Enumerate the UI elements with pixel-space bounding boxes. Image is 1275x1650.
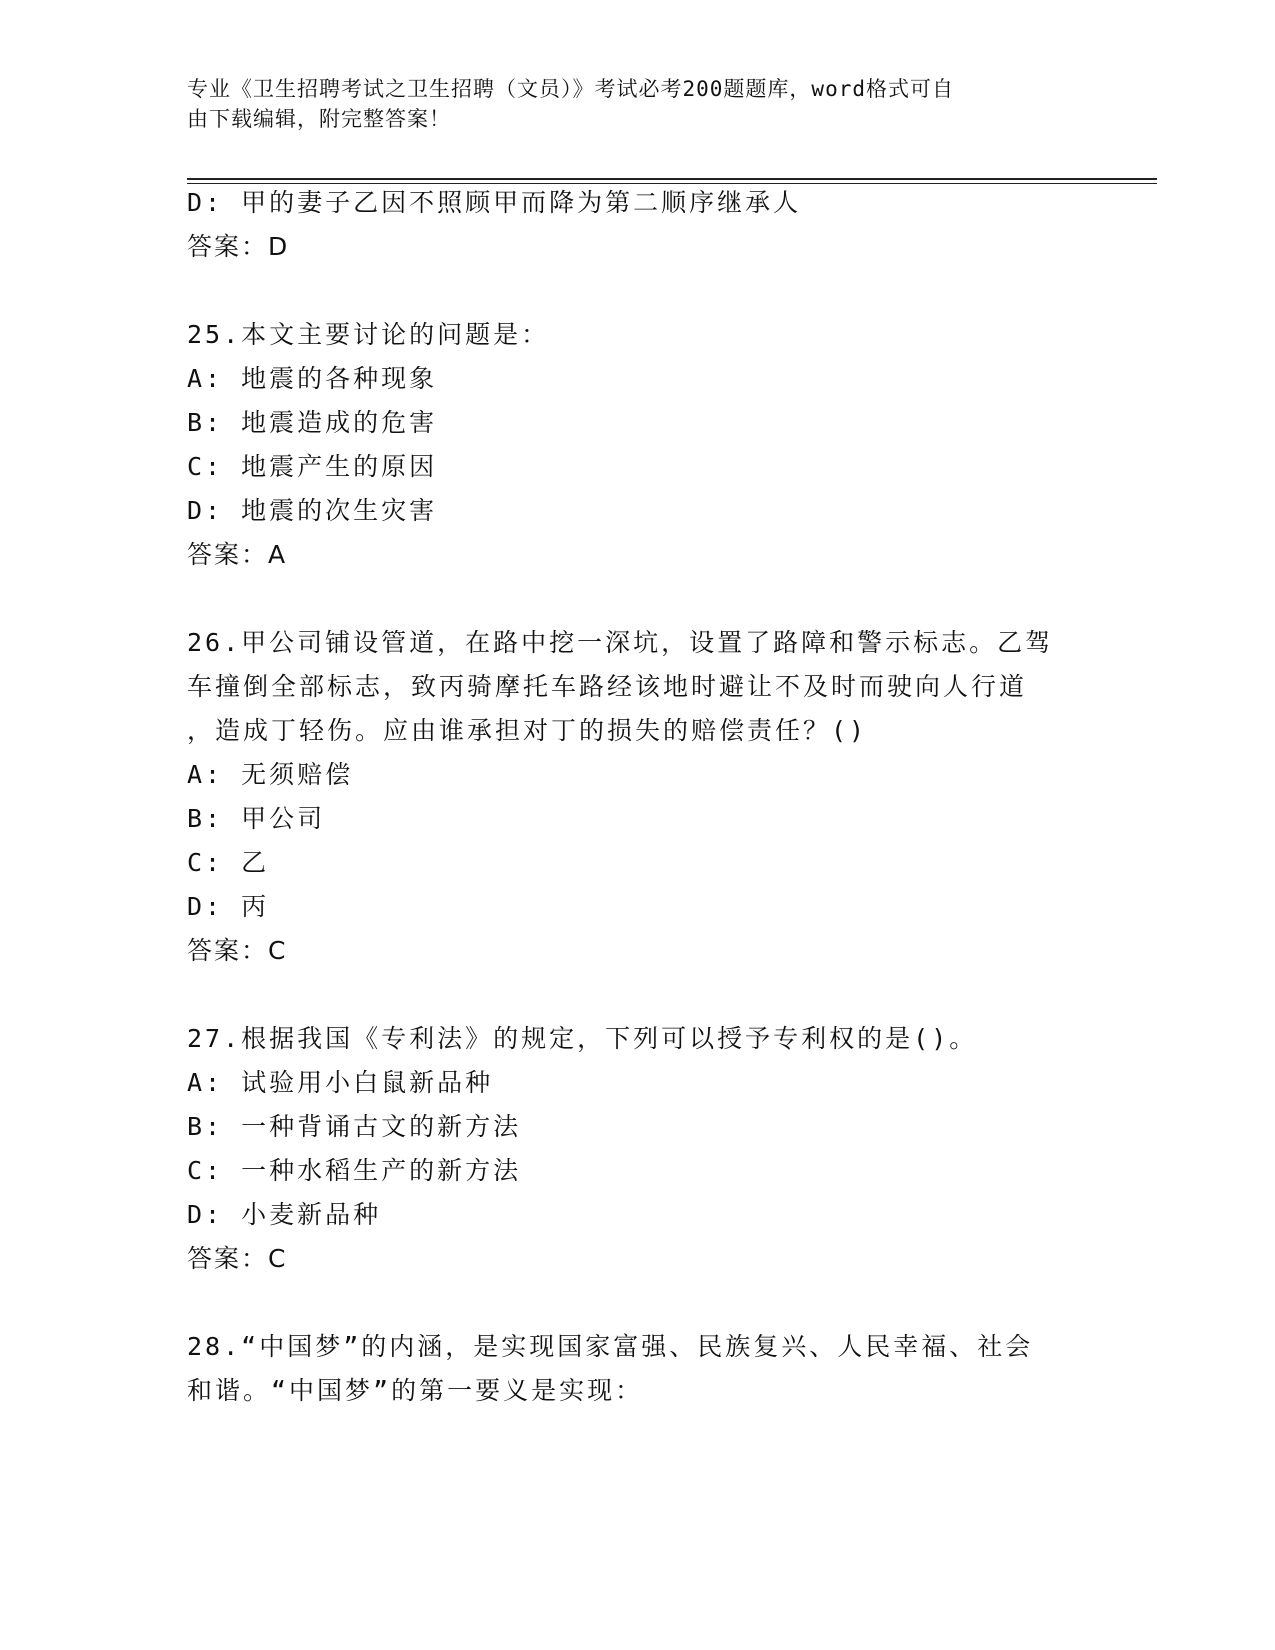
q28-stem-line-1: 28.“中国梦”的内涵，是实现国家富强、民族复兴、人民幸福、社会 <box>187 1332 1034 1361</box>
header-line-2: 由下载编辑，附完整答案！ <box>187 107 451 131</box>
header-line-1: 专业《卫生招聘考试之卫生招聘（文员）》考试必考200题题库，word格式可自 <box>187 77 954 101</box>
q27-option-d: D: 小麦新品种 <box>187 1200 382 1229</box>
q25-stem: 25.本文主要讨论的问题是： <box>187 320 550 349</box>
q27-answer: 答案：C <box>187 1244 288 1273</box>
q26-stem-line-2: 车撞倒全部标志，致丙骑摩托车路经该地时避让不及时而驶向人行道 <box>187 672 1028 701</box>
prev-option-d: D: 甲的妻子乙因不照顾甲而降为第二顺序继承人 <box>187 188 802 217</box>
q27-option-c: C: 一种水稻生产的新方法 <box>187 1156 522 1185</box>
document-header <box>187 74 1067 134</box>
q26-option-a: A: 无须赔偿 <box>187 760 354 789</box>
q26-option-d: D: 丙 <box>187 892 270 921</box>
q25-option-a: A: 地震的各种现象 <box>187 364 438 393</box>
header-divider-thick <box>187 178 1157 180</box>
prev-answer: 答案：D <box>187 232 290 261</box>
q27-option-a: A: 试验用小白鼠新品种 <box>187 1068 494 1097</box>
q25-option-d: D: 地震的次生灾害 <box>187 496 438 525</box>
q26-option-c: C: 乙 <box>187 848 270 877</box>
q26-stem-line-3: ，造成丁轻伤。应由谁承担对丁的损失的赔偿责任？() <box>187 716 868 745</box>
q28-stem-line-2: 和谐。“中国梦”的第一要义是实现： <box>187 1376 644 1405</box>
q26-stem-line-1: 26.甲公司铺设管道，在路中挖一深坑，设置了路障和警示标志。乙驾 <box>187 628 1054 657</box>
q25-option-c: C: 地震产生的原因 <box>187 452 438 481</box>
q26-option-b: B: 甲公司 <box>187 804 326 833</box>
q27-stem: 27.根据我国《专利法》的规定，下列可以授予专利权的是()。 <box>187 1024 978 1053</box>
q25-answer: 答案：A <box>187 540 288 569</box>
q25-option-b: B: 地震造成的危害 <box>187 408 438 437</box>
q26-answer: 答案：C <box>187 936 288 965</box>
q27-option-b: B: 一种背诵古文的新方法 <box>187 1112 522 1141</box>
